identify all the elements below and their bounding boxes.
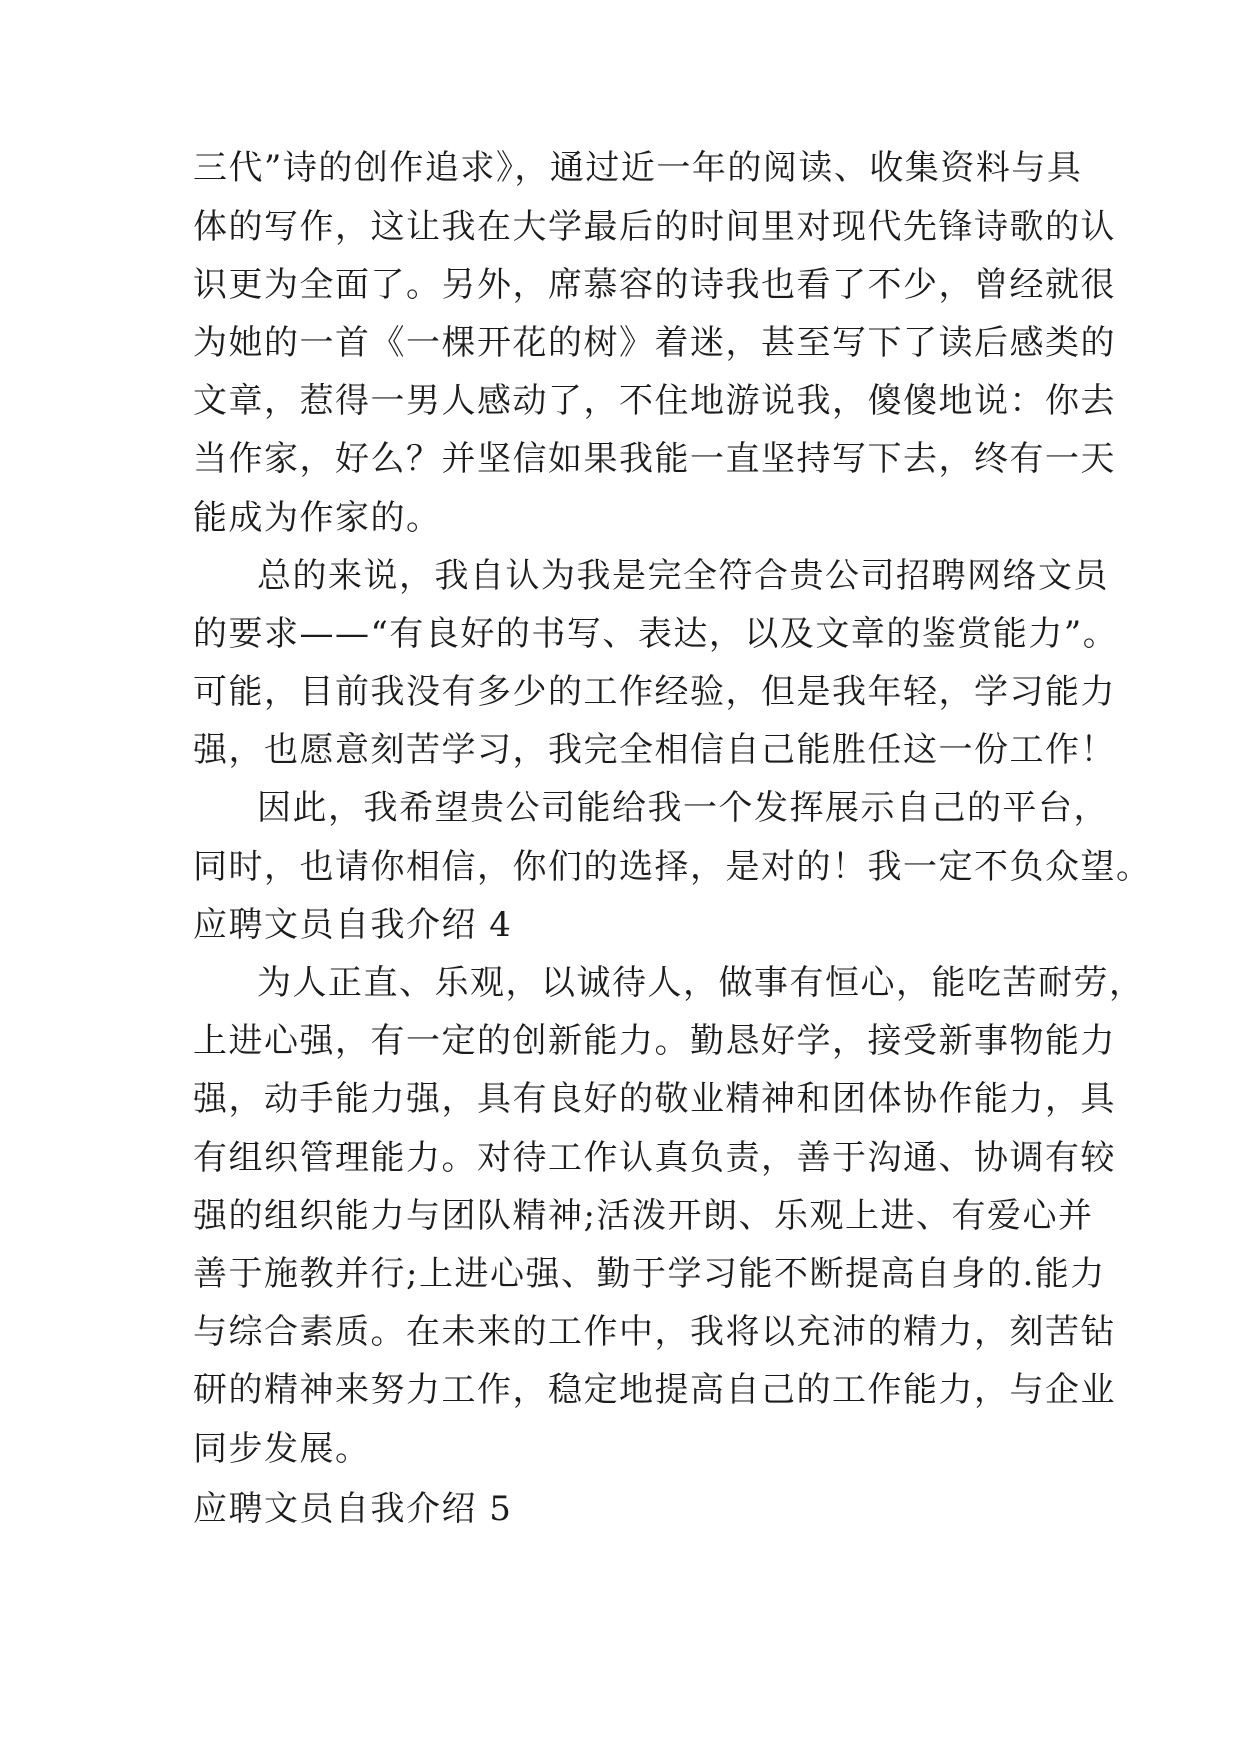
paragraph-line: 研的精神来努力工作，稳定地提高自己的工作能力，与企业 [193,1370,1116,1410]
paragraph-line: 三代”诗的创作追求》，通过近一年的阅读、收集资料与具 [193,148,1083,188]
paragraph-line: 文章，惹得一男人感动了，不住地游说我，傻傻地说：你去 [193,381,1116,421]
paragraph-line: 强的组织能力与团队精神;活泼开朗、乐观上进、有爱心并 [193,1196,1094,1236]
paragraph-line: 为她的一首《一棵开花的树》着迷，甚至写下了读后感类的 [193,323,1116,363]
paragraph-line: 上进心强，有一定的创新能力。勤恳好学，接受新事物能力 [193,1021,1116,1061]
paragraph-line: 的要求——“有良好的书写、表达，以及文章的鉴赏能力”。 [193,614,1119,654]
paragraph-line: 同时，也请你相信，你们的选择，是对的！我一定不负众望。 [193,847,1152,887]
paragraph-line: 强，也愿意刻苦学习，我完全相信自己能胜任这一份工作！ [193,730,1116,770]
section-heading: 应聘文员自我介绍 4 [193,905,513,945]
paragraph-line: 与综合素质。在未来的工作中，我将以充沛的精力，刻苦钻 [193,1312,1116,1352]
paragraph-line: 因此，我希望贵公司能给我一个发挥展示自己的平台， [257,788,1109,828]
paragraph-line: 同步发展。 [193,1429,371,1469]
section-heading: 应聘文员自我介绍 5 [193,1489,513,1529]
paragraph-line: 善于施教并行;上进心强、勤于学习能不断提高自身的.能力 [193,1254,1106,1294]
paragraph-line: 能成为作家的。 [193,498,442,538]
paragraph-line: 可能，目前我没有多少的工作经验，但是我年轻，学习能力 [193,672,1116,712]
paragraph-line: 总的来说，我自认为我是完全符合贵公司招聘网络文员 [257,556,1109,596]
paragraph-line: 有组织管理能力。对待工作认真负责，善于沟通、协调有较 [193,1138,1116,1178]
paragraph-line: 体的写作，这让我在大学最后的时间里对现代先锋诗歌的认 [193,207,1116,247]
paragraph-line: 当作家，好么？并坚信如果我能一直坚持写下去，终有一天 [193,439,1116,479]
paragraph-line: 强，动手能力强，具有良好的敬业精神和团体协作能力，具 [193,1079,1116,1119]
paragraph-line: 为人正直、乐观，以诚待人，做事有恒心，能吃苦耐劳， [257,963,1145,1003]
paragraph-line: 识更为全面了。另外，席慕容的诗我也看了不少，曾经就很 [193,265,1116,305]
